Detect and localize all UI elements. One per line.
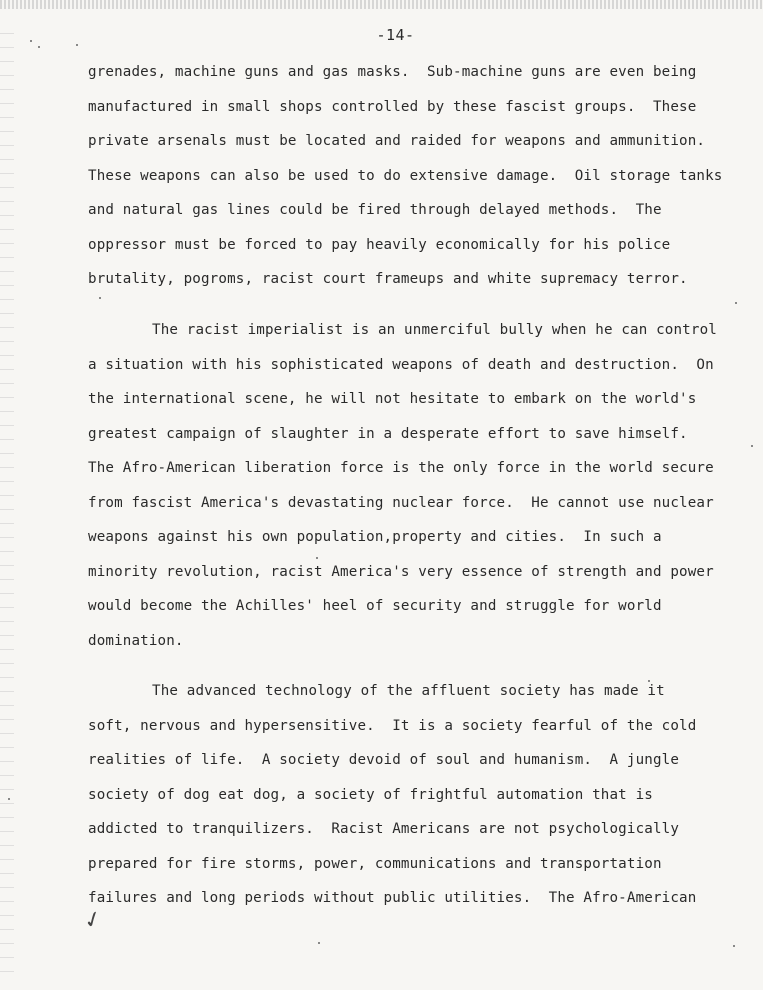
page-number: -14- bbox=[376, 26, 415, 44]
paragraph-line: would become the Achilles' heel of security and struggle for world bbox=[88, 598, 662, 614]
scan-speck bbox=[38, 46, 40, 48]
paragraph-1 bbox=[88, 55, 748, 297]
scan-speck bbox=[99, 297, 101, 299]
paragraph-line: the international scene, he will not hesitate to embark on the world's bbox=[88, 391, 697, 407]
paragraph-line: society of dog eat dog, a society of frightful automation that is bbox=[88, 786, 653, 803]
scan-speck bbox=[735, 302, 737, 304]
paragraph-line: grenades, machine guns and gas masks. Sub-machine guns are even being bbox=[88, 64, 697, 80]
paragraph-line: failures and long periods without public utilities. The Afro-American bbox=[88, 890, 697, 906]
paragraph-line: greatest campaign of slaughter in a desperate effort to save himself. bbox=[88, 425, 688, 442]
paragraph-line: The racist imperialist is an unmerciful bully when he can control bbox=[152, 322, 717, 338]
scan-speck bbox=[30, 40, 32, 42]
scan-speck bbox=[316, 557, 318, 559]
scan-speck bbox=[733, 945, 735, 947]
paragraph-line: These weapons can also be used to do extensive damage. Oil storage tanks bbox=[88, 167, 723, 184]
paragraph-line: minority revolution, racist America's very essence of strength and power bbox=[88, 563, 714, 580]
paragraph-line: soft, nervous and hypersensitive. It is a society fearful of the cold bbox=[88, 717, 697, 734]
check-mark-icon: ✓ bbox=[80, 905, 107, 936]
paragraph-3 bbox=[88, 674, 748, 916]
paragraph-line: and natural gas lines could be fired through delayed methods. The bbox=[88, 202, 662, 218]
scan-speck bbox=[648, 680, 650, 682]
paragraph-line: domination. bbox=[88, 632, 184, 649]
paragraph-line: a situation with his sophisticated weapons of death and destruction. On bbox=[88, 356, 714, 373]
paragraph-line: brutality, pogroms, racist court frameups and white supremacy terror. bbox=[88, 271, 688, 287]
paragraph-line: The advanced technology of the affluent society has made it bbox=[152, 683, 665, 699]
scan-speck bbox=[318, 942, 320, 944]
paragraph-line: manufactured in small shops controlled by these fascist groups. These bbox=[88, 98, 697, 115]
paragraph-2 bbox=[88, 313, 748, 658]
paragraph-line: private arsenals must be located and raided for weapons and ammunition. bbox=[88, 133, 706, 149]
paragraph-line: prepared for fire storms, power, communications and transportation bbox=[88, 855, 662, 872]
paragraph-line: from fascist America's devastating nuclear force. He cannot use nuclear bbox=[88, 494, 714, 511]
paragraph-line: realities of life. A society devoid of soul and humanism. A jungle bbox=[88, 752, 680, 768]
top-scan-border bbox=[0, 0, 763, 9]
scan-speck bbox=[8, 798, 10, 800]
paragraph-line: addicted to tranquilizers. Racist Americans are not psychologically bbox=[88, 821, 680, 837]
scan-speck bbox=[76, 44, 78, 46]
scan-speck bbox=[751, 445, 753, 447]
paragraph-line: The Afro-American liberation force is the only force in the world secure bbox=[88, 460, 714, 476]
paragraph-line: oppressor must be forced to pay heavily economically for his police bbox=[88, 236, 671, 253]
paragraph-line: weapons against his own population,property and cities. In such a bbox=[88, 529, 662, 545]
left-margin-specks bbox=[0, 20, 14, 980]
